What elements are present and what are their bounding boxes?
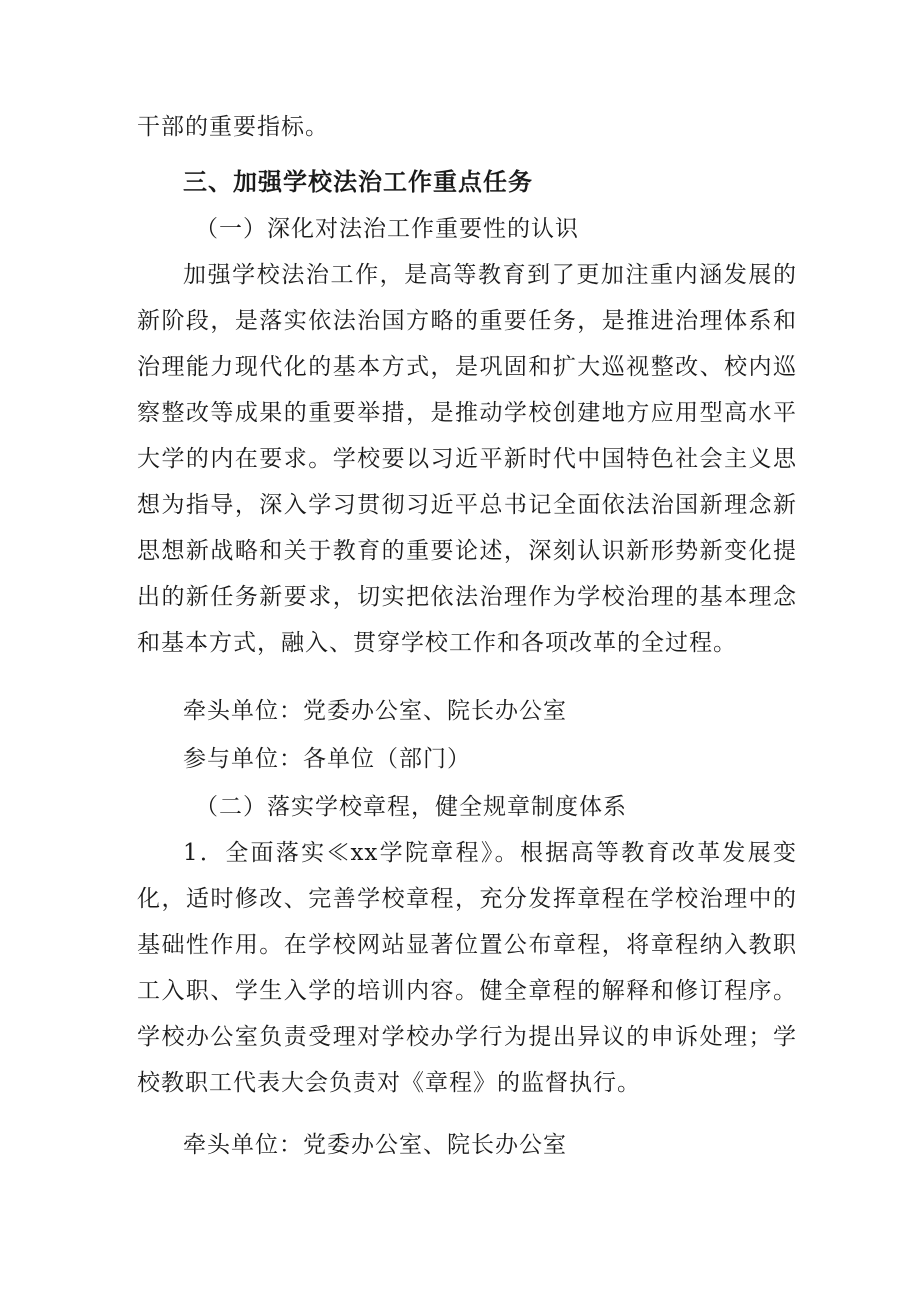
subsection-1-participating-unit: 参与单位：各单位（部门） — [183, 746, 471, 772]
subsection-2-lead-unit: 牵头单位：党委办公室、院长办公室 — [183, 1132, 567, 1158]
section-heading: 三、加强学校法治工作重点任务 — [183, 168, 533, 196]
subsection-1-title: （一）深化对法治工作重要性的认识 — [195, 216, 579, 242]
lead-fragment: 干部的重要指标。 — [137, 114, 329, 140]
subsection-2-title: （二）落实学校章程，健全规章制度体系 — [195, 794, 627, 820]
subsection-1-body: 加强学校法治工作，是高等教育到了更加注重内涵发展的新阶段，是落实依法治国方略的重要任务，是推进治理体系和治理能力现代化的基本方式，是巩固和扩大巡视整改、校内巡察整改等成果的重要举措，是推动学校创建地方应用型高水平大学的内在要求。学校要以习近平新时代中国特色社会主义思想为指导，深入学习贯彻习近平总书记全面依法治国新理念新思想新战略和关于教育的重要论述，深刻认识新形势新变化提出的新任务新要求，切实把依法治理作为学校治理的基本理念和基本方式，融入、贯穿学校工作和各项改革的全过程。 — [137, 262, 797, 656]
subsection-2-item-1: 1．全面落实≪xx学院章程》。根据高等教育改革发展变化，适时修改、完善学校章程，充分发挥章程在学校治理中的基础性作用。在学校网站显著位置公布章程，将章程纳入教职工入职、学生入学的培训内容。健全章程的解释和修订程序。学校办公室负责受理对学校办学行为提出异议的申诉处理；学校教职工代表大会负责对《章程》的监督执行。 — [137, 840, 797, 1096]
subsection-1-lead-unit: 牵头单位：党委办公室、院长办公室 — [183, 698, 567, 724]
